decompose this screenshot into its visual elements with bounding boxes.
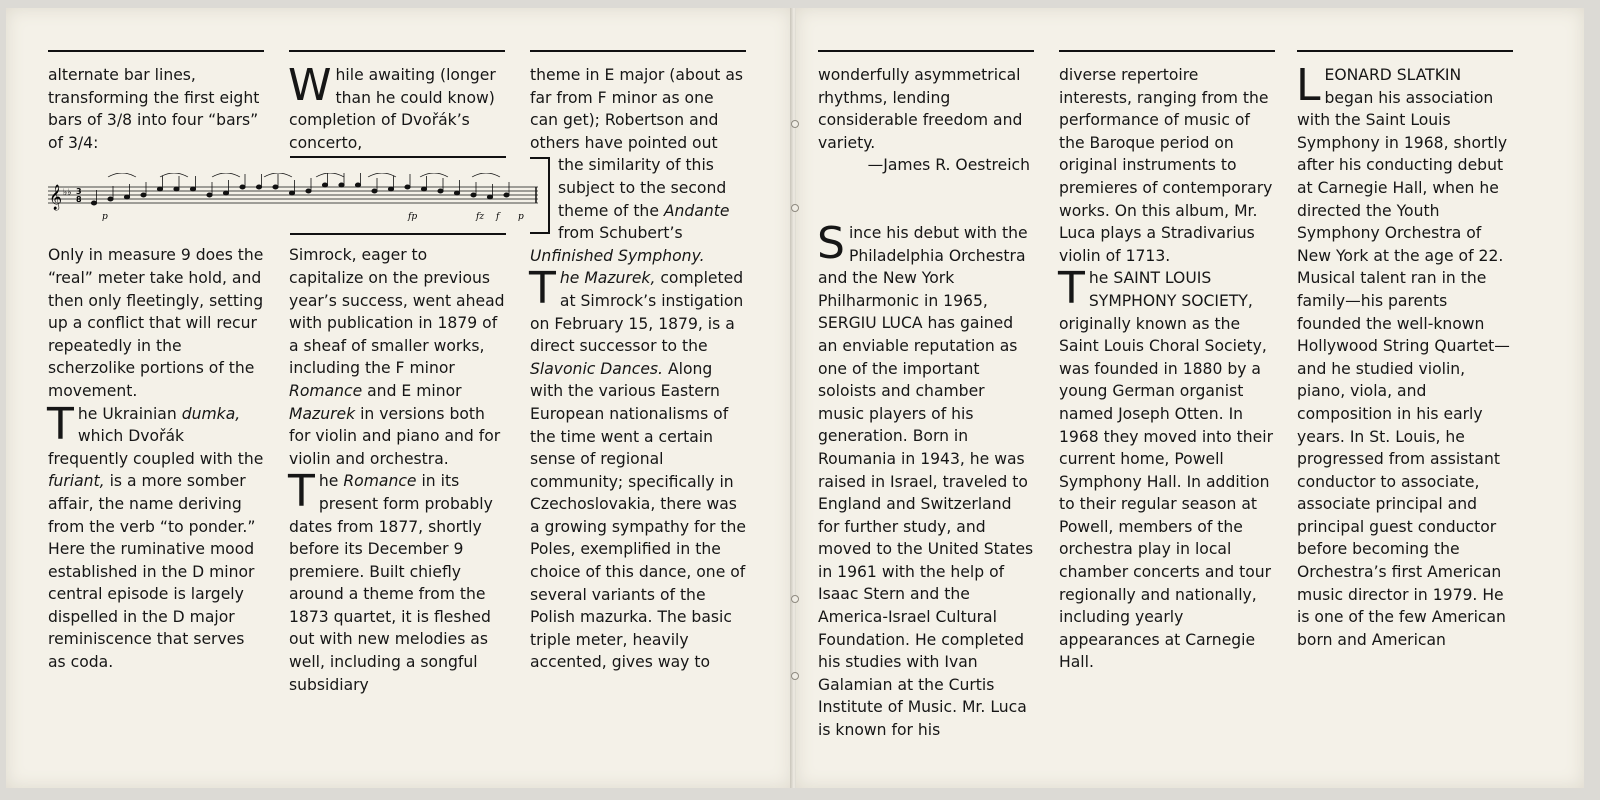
staple-top	[791, 120, 799, 128]
note-head	[108, 197, 113, 201]
column-1	[48, 50, 264, 674]
dynamic-mark: f	[496, 212, 500, 222]
note-head	[421, 187, 426, 191]
col2-intro: While awaiting (longer than he could know) completion of Dvořák’s concerto,	[288, 60, 496, 152]
note-head	[223, 191, 228, 195]
note-head	[388, 187, 393, 191]
drop-cap: T	[288, 466, 315, 518]
column-3	[530, 50, 746, 674]
note-head	[487, 195, 492, 199]
col3-indented-text: the similarity of this subject to the second theme of the Andante from Schubert’s	[558, 156, 730, 243]
col2-romance-paragraph: The Romance in its present form probably dates from 1877, shortly before its December 9 premiere. Built chiefly around a theme from the 1873 quartet, it is fleshed out with new melodies as well, including a songful subsidiary	[288, 466, 493, 694]
column-2	[289, 50, 505, 696]
treble-clef-icon: 𝄞	[49, 185, 63, 210]
drop-cap: L	[1296, 60, 1321, 111]
column-rule	[530, 50, 746, 52]
column-rule	[818, 50, 1034, 52]
col3-top-text: theme in E major (about as far from F minor as one can get); Robertson and others have pointed out	[530, 66, 744, 152]
drop-cap: T	[529, 263, 556, 315]
slur	[316, 173, 344, 177]
slur	[368, 173, 396, 177]
svg-text:8: 8	[76, 195, 82, 204]
bracket-right-vertical	[548, 157, 550, 233]
col1-dumka-paragraph: The Ukrainian dumka, which Dvořák frequently coupled with the furiant, is a more somber affair, the name deriving from the verb “to ponder.” Here the ruminative mood established in the D minor central episode is largely dispelled in the D major reminiscence that serves as coda.	[47, 398, 264, 672]
dynamic-mark: fz	[476, 212, 485, 222]
slur	[108, 173, 136, 177]
svg-text:3: 3	[76, 187, 82, 196]
column-6	[1297, 50, 1513, 651]
col5-top-text: diverse repertoire interests, ranging from the performance of music of the Baroque period on original instruments to premieres of contemporary works. On this album, Mr. Luca plays a Stradivarius violin of 1713.	[1059, 66, 1273, 265]
staple-upper	[791, 204, 799, 212]
col3-unfinished: Unfinished Symphony.	[530, 246, 705, 265]
note-head	[454, 191, 459, 195]
slatkin-bio: LEONARD SLATKIN began his association with the Saint Louis Symphony in 1968, shortly after his conducting debut at Carnegie Hall, when he directed the Youth Symphony Orchestra of New York at the age of 22. Musical talent ran in the family—his parents founded the well-known Hollywood String Quartet—and he studied violin, piano, viola, and composition in his early years. In St. Louis, he progressed from assistant conductor to associate, associate principal and principal guest conductor before becoming the Orchestra’s first American music director in 1979. He is one of the few American born and American	[1296, 60, 1510, 649]
author-signature: —James R. Oestreich	[867, 156, 1030, 175]
note-head	[405, 185, 410, 189]
drop-cap: T	[47, 398, 74, 450]
note-head	[339, 183, 344, 187]
spacer	[818, 177, 1034, 222]
note-head	[306, 189, 311, 193]
note-head	[141, 193, 146, 197]
column-rule	[289, 50, 505, 52]
note-head	[438, 189, 443, 193]
note-head	[273, 185, 278, 189]
col1-top-text: alternate bar lines, transforming the first eight bars of 3/8 into four “bars” of 3/4:	[48, 66, 260, 152]
note-head	[207, 193, 212, 197]
dynamic-mark: fp	[408, 212, 418, 222]
column-5	[1059, 50, 1275, 674]
note-head	[190, 187, 195, 191]
staple-bottom	[791, 672, 799, 680]
dynamic-mark: p	[518, 212, 524, 222]
note-head	[471, 193, 476, 197]
bracket-right-top	[530, 157, 550, 159]
slur	[472, 173, 500, 177]
note-head	[355, 183, 360, 187]
staple-lower	[791, 595, 799, 603]
note-head	[240, 185, 245, 189]
note-head	[157, 187, 162, 191]
column-rule	[1059, 50, 1275, 52]
col3-mazurek-paragraph: The Mazurek, completed at Simrock’s instigation on February 15, 1879, is a direct successor to the Slavonic Dances. Along with the various Eastern European nationalisms of the time went a certain sense of regional community; specifically in Czechoslovakia, there was a growing sympathy for the Poles, exemplified in the choice of this dance, one of several variants of the Polish mazurka. The basic triple meter, heavily accented, gives way to	[529, 263, 747, 672]
music-bracket-top	[290, 156, 506, 158]
column-rule	[1297, 50, 1513, 52]
drop-cap: T	[1058, 263, 1085, 315]
column-4	[818, 50, 1034, 742]
drop-cap: S	[817, 217, 845, 269]
music-notation	[48, 173, 540, 225]
column-rule	[48, 50, 264, 52]
col2-simrock-paragraph: Simrock, eager to capitalize on the previous year’s success, went ahead with publication in 1879 of a sheaf of smaller works, including the F minor Romance and E minor Mazurek in versions both for violin and piano and for violin and orchestra.	[289, 246, 505, 468]
dynamic-mark: p	[102, 212, 108, 222]
note-head	[322, 183, 327, 187]
svg-text:♭♭: ♭♭	[63, 188, 72, 198]
note-head	[91, 201, 96, 205]
note-head	[504, 193, 509, 197]
bracket-right-bottom	[530, 232, 550, 234]
note-head	[124, 195, 129, 199]
col4-top-text: wonderfully asymmetrical rhythms, lending considerable freedom and variety.	[818, 66, 1023, 152]
note-head	[289, 191, 294, 195]
music-bracket-bottom	[290, 233, 506, 235]
drop-cap: W	[288, 60, 332, 111]
note-head	[256, 185, 261, 189]
slur	[420, 173, 448, 177]
col1-meter-text: Only in measure 9 does the “real” meter take hold, and then only fleetingly, setting up a conflict that will recur repeatedly in the scherzolike portions of the movement.	[48, 246, 264, 400]
note-head	[372, 189, 377, 193]
slur	[212, 173, 240, 177]
note-head	[174, 187, 179, 191]
slur	[160, 173, 188, 177]
orchestra-bio: The SAINT LOUIS SYMPHONY SOCIETY, originally known as the Saint Louis Choral Society, was founded in 1880 by a young German organist named Joseph Otten. In 1968 they moved into their current home, Powell Symphony Hall. In addition to their regular season at Powell, members of the orchestra play in local chamber concerts and tour regionally and nationally, including yearly appearances at Carnegie Hall.	[1058, 263, 1273, 672]
luca-bio: Since his debut with the Philadelphia Orchestra and the New York Philharmonic in 1965, SERGIU LUCA has gained an enviable reputation as one of the important soloists and chamber music players of his generation. Born in Roumania in 1943, he was raised in Israel, traveled to England and Switzerland for further study, and moved to the United States in 1961 with the help of Isaac Stern and the America-Israel Cultural Foundation. He completed his studies with Ivan Galamian at the Curtis Institute of Music. Mr. Luca is known for his	[817, 217, 1034, 740]
